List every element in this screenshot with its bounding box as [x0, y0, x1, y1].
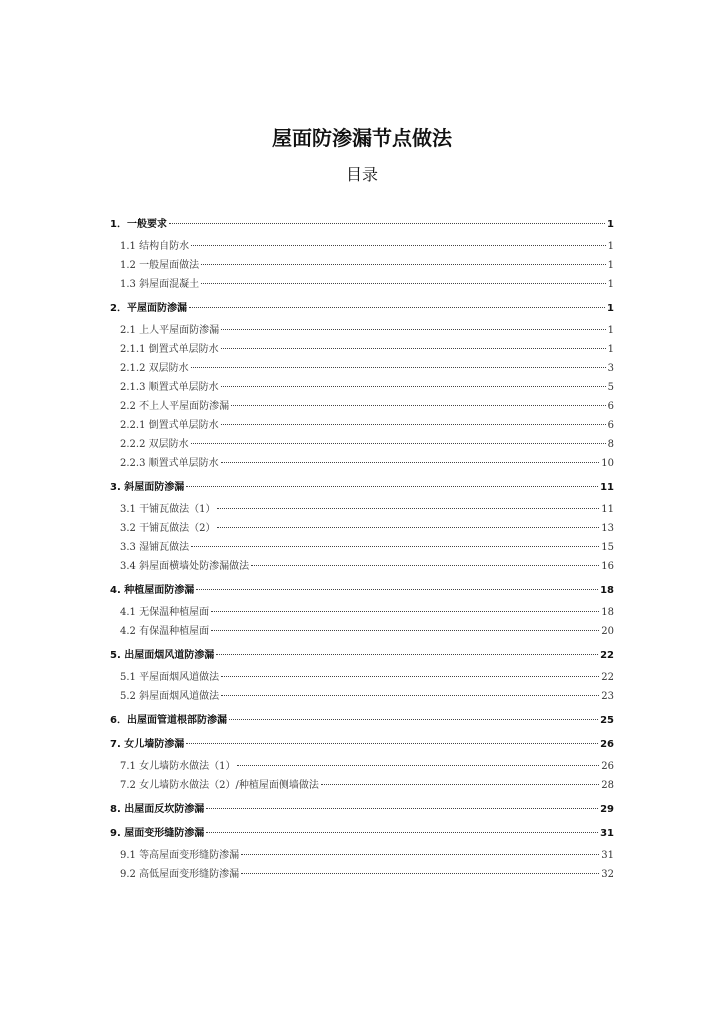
dot-leader — [206, 808, 598, 809]
toc-entry-label: 1．一般要求 — [110, 219, 167, 230]
toc-entry-page-number: 11 — [600, 482, 614, 493]
dot-leader — [217, 527, 599, 528]
toc-section-entry[interactable] — [110, 324, 614, 338]
dot-leader — [251, 565, 599, 566]
toc-section-entry[interactable] — [110, 240, 614, 254]
dot-leader — [191, 546, 599, 547]
dot-leader — [186, 486, 598, 487]
toc-section-entry[interactable] — [110, 278, 614, 292]
dot-leader — [169, 223, 605, 224]
toc-entry-label: 3.2 干铺瓦做法（2） — [120, 523, 216, 534]
dot-leader — [237, 765, 599, 766]
toc-entry-label: 2.1.3 顺置式单层防水 — [120, 382, 219, 393]
toc-entry-page-number: 22 — [600, 650, 614, 661]
toc-entry-page-number: 28 — [601, 780, 614, 791]
dot-leader — [191, 245, 606, 246]
toc-entry-label: 4.1 无保温种植屋面 — [120, 607, 210, 618]
toc-section-entry[interactable] — [110, 362, 614, 376]
toc-entry-label: 5.1 平屋面烟风道做法 — [120, 672, 220, 683]
toc-entry-label: 4. 种植屋面防渗漏 — [110, 585, 195, 596]
toc-section-entry[interactable] — [110, 541, 614, 555]
toc-heading: 目录 — [345, 165, 378, 184]
toc-section-entry[interactable] — [110, 457, 614, 471]
toc-entry-page-number: 32 — [601, 869, 614, 880]
toc-entry-label: 9. 屋面变形缝防渗漏 — [110, 828, 205, 839]
toc-entry-page-number: 18 — [600, 585, 614, 596]
toc-entry-label: 7.1 女儿墙防水做法（1） — [120, 761, 236, 772]
toc-entry-label: 2．平屋面防渗漏 — [110, 303, 187, 314]
dot-leader — [191, 443, 606, 444]
dot-leader — [221, 386, 606, 387]
toc-entry-label: 8. 出屋面反坎防渗漏 — [110, 804, 205, 815]
toc-entry-label: 9.2 高低屋面变形缝防渗漏 — [120, 869, 240, 880]
document-title: 屋面防渗漏节点做法 — [272, 126, 452, 150]
toc-section-entry[interactable] — [110, 868, 614, 882]
toc-entry-page-number: 18 — [601, 607, 614, 618]
dot-leader — [229, 719, 598, 720]
toc-entry-page-number: 1 — [607, 279, 614, 290]
toc-entry-page-number: 26 — [601, 761, 614, 772]
dot-leader — [216, 654, 598, 655]
toc-entry-page-number: 22 — [601, 672, 614, 683]
toc-entry-page-number: 25 — [600, 715, 614, 726]
toc-section-entry[interactable] — [110, 419, 614, 433]
toc-chapter-entry[interactable] — [110, 738, 614, 752]
toc-entry-page-number: 26 — [600, 739, 614, 750]
dot-leader — [241, 854, 599, 855]
toc-chapter-entry[interactable] — [110, 714, 614, 728]
toc-entry-label: 2.2 不上人平屋面防渗漏 — [120, 401, 230, 412]
dot-leader — [201, 264, 606, 265]
dot-leader — [221, 348, 606, 349]
toc-section-entry[interactable] — [110, 503, 614, 517]
toc-entry-label: 2.2.1 倒置式单层防水 — [120, 420, 219, 431]
toc-entry-label: 7.2 女儿墙防水做法（2）/种植屋面侧墙做法 — [120, 780, 319, 791]
toc-section-entry[interactable] — [110, 625, 614, 639]
toc-section-entry[interactable] — [110, 381, 614, 395]
dot-leader — [206, 832, 598, 833]
dot-leader — [241, 873, 599, 874]
toc-entry-page-number: 15 — [601, 542, 614, 553]
toc-entry-page-number: 1 — [607, 219, 614, 230]
dot-leader — [191, 367, 606, 368]
dot-leader — [221, 424, 606, 425]
toc-section-entry[interactable] — [110, 259, 614, 273]
toc-section-entry[interactable] — [110, 343, 614, 357]
toc-chapter-entry[interactable] — [110, 649, 614, 663]
toc-section-entry[interactable] — [110, 760, 614, 774]
dot-leader — [201, 283, 606, 284]
toc-entry-page-number: 1 — [607, 303, 614, 314]
toc-entry-label: 1.2 一般屋面做法 — [120, 260, 200, 271]
toc-chapter-entry[interactable] — [110, 218, 614, 232]
dot-leader — [231, 405, 606, 406]
toc-section-entry[interactable] — [110, 690, 614, 704]
toc-chapter-entry[interactable] — [110, 481, 614, 495]
toc-entry-label: 3.3 湿铺瓦做法 — [120, 542, 190, 553]
toc-chapter-entry[interactable] — [110, 803, 614, 817]
toc-entry-label: 2.1.2 双层防水 — [120, 363, 189, 374]
toc-entry-label: 5. 出屋面烟风道防渗漏 — [110, 650, 215, 661]
toc-entry-label: 6．出屋面管道根部防渗漏 — [110, 715, 227, 726]
toc-section-entry[interactable] — [110, 671, 614, 685]
toc-chapter-entry[interactable] — [110, 827, 614, 841]
toc-entry-label: 9.1 等高屋面变形缝防渗漏 — [120, 850, 240, 861]
toc-chapter-entry[interactable] — [110, 302, 614, 316]
dot-leader — [221, 329, 606, 330]
toc-entry-page-number: 11 — [601, 504, 614, 515]
dot-leader — [211, 611, 599, 612]
dot-leader — [321, 784, 599, 785]
toc-entry-page-number: 31 — [601, 850, 614, 861]
toc-section-entry[interactable] — [110, 606, 614, 620]
toc-entry-page-number: 16 — [601, 561, 614, 572]
dot-leader — [221, 695, 599, 696]
toc-entry-label: 3.1 干铺瓦做法（1） — [120, 504, 216, 515]
toc-entry-label: 7. 女儿墙防渗漏 — [110, 739, 185, 750]
toc-section-entry[interactable] — [110, 779, 614, 793]
toc-entry-page-number: 1 — [607, 325, 614, 336]
dot-leader — [221, 462, 600, 463]
dot-leader — [217, 508, 599, 509]
toc-section-entry[interactable] — [110, 849, 614, 863]
toc-entry-page-number: 20 — [601, 626, 614, 637]
toc-entry-page-number: 23 — [601, 691, 614, 702]
toc-entry-label: 3.4 斜屋面横墙处防渗漏做法 — [120, 561, 250, 572]
toc-entry-label: 1.3 斜屋面混凝土 — [120, 279, 200, 290]
toc-entry-page-number: 10 — [601, 458, 614, 469]
toc-entry-label: 2.2.2 双层防水 — [120, 439, 189, 450]
toc-section-entry[interactable] — [110, 522, 614, 536]
toc-entry-page-number: 31 — [600, 828, 614, 839]
toc-entry-page-number: 6 — [607, 420, 614, 431]
toc-section-entry[interactable] — [110, 400, 614, 414]
dot-leader — [196, 589, 598, 590]
toc-entry-label: 2.2.3 顺置式单层防水 — [120, 458, 219, 469]
toc-entry-page-number: 1 — [607, 241, 614, 252]
toc-entry-page-number: 13 — [601, 523, 614, 534]
toc-section-entry[interactable] — [110, 438, 614, 452]
toc-entry-label: 1.1 结构自防水 — [120, 241, 190, 252]
dot-leader — [186, 743, 598, 744]
toc-entry-label: 5.2 斜屋面烟风道做法 — [120, 691, 220, 702]
toc-chapter-entry[interactable] — [110, 584, 614, 598]
toc-entry-page-number: 1 — [607, 260, 614, 271]
toc-entry-page-number: 6 — [607, 401, 614, 412]
dot-leader — [221, 676, 599, 677]
toc-entry-page-number: 1 — [607, 344, 614, 355]
toc-section-entry[interactable] — [110, 560, 614, 574]
dot-leader — [189, 307, 605, 308]
toc-entry-label: 4.2 有保温种植屋面 — [120, 626, 210, 637]
toc-entry-page-number: 29 — [600, 804, 614, 815]
toc-entry-page-number: 5 — [607, 382, 614, 393]
toc-entry-label: 2.1 上人平屋面防渗漏 — [120, 325, 220, 336]
dot-leader — [211, 630, 599, 631]
toc-entry-page-number: 8 — [607, 439, 614, 450]
toc-entry-label: 2.1.1 倒置式单层防水 — [120, 344, 219, 355]
toc-entry-page-number: 3 — [607, 363, 614, 374]
toc-entry-label: 3. 斜屋面防渗漏 — [110, 482, 185, 493]
